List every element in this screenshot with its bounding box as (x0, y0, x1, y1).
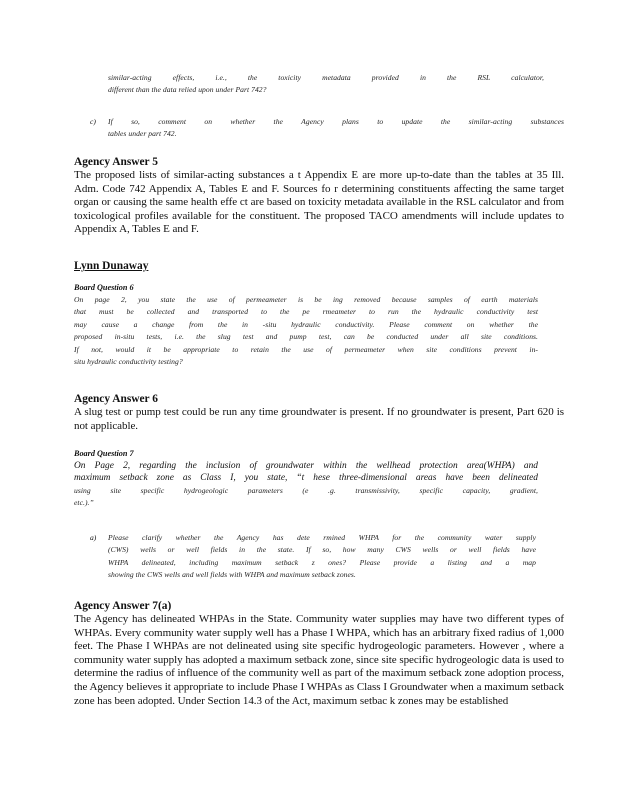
answer-text: A slug test or pump test could be run any time groundwater is present. If no groundwater is present, Part 620 is not applicable. (74, 406, 564, 432)
agency-answer-6 (74, 393, 564, 433)
text-line: may cause a change from the in -situ hydraulic conductivity. Please comment on whether the (74, 319, 538, 329)
question-label: Board Question 6 (74, 283, 134, 292)
text-line: Please clarify whether the Agency has dete rmined WHPA for the community water supply (108, 533, 536, 542)
text-line: proposed in-situ tests, i.e. the slug test and pump test, can be conducted under all site conditions. (74, 332, 538, 342)
text-line: similar-acting effects, i.e., the toxicity metadata provided in the RSL calculator, (108, 73, 544, 82)
sub-question-c (90, 116, 564, 141)
text-line: situ hydraulic conductivity testing? (74, 357, 183, 367)
question-continuation (108, 72, 544, 97)
text-line: If not, would it be appropriate to retain the use of permeameter when site conditions prevent in- (74, 344, 538, 354)
answer-heading: Agency Answer 5 (74, 156, 158, 168)
text-line: (CWS) wells or well fields in the state. If so, how many CWS wells or well fields have (108, 545, 536, 555)
answer-heading: Agency Answer 7(a) (74, 600, 172, 612)
text-line: showing the CWS wells and well fields with WHPA and maximum setback zones. (108, 570, 356, 580)
respondent-section (74, 256, 148, 274)
text-line: WHPA delineated, including maximum setback z ones? Please provide a listing and a map (108, 557, 536, 567)
text-line: maximum setback zone as Class I, you state, “t hese three-dimensional areas have been delineated (74, 473, 538, 484)
answer-text: The Agency has delineated WHPAs in the State. Community water supplies may have two different types of WHPAs. Every community water supply well has a Phase I WHPA, which has an arbitrary fixed radius of 1,000 feet. The Phase I WHPAs are not delineated using site specific hydrogeologic parameters. However , where a community water supply has adopted a maximum setback zone, since site specific hydrogeologic data is used to determine the radius of influence of the community well as part of the maximum setback zone adoption process, the Agency believes it appropriate to include Phase I WHPAs as Class I Groundwater when a maximum setback zone has been adopted. Under Section 14.3 of the Act, maximum setbac k zones may be established (74, 613, 564, 707)
respondent-name: Lynn Dunaway (74, 260, 149, 272)
sub-question-a (90, 532, 536, 582)
board-question-7 (74, 448, 538, 510)
question-label: Board Question 7 (74, 449, 134, 458)
answer-heading: Agency Answer 6 (74, 393, 158, 405)
text-line: If so, comment on whether the Agency plans to update the similar-acting substances (108, 117, 564, 126)
text-line: etc.).” (74, 498, 94, 508)
text-line: different than the data relied upon under Part 742? (108, 85, 267, 95)
text-line: On page 2, you state the use of permeameter is be ing removed because samples of earth materials (74, 295, 538, 304)
text-line: On Page 2, regarding the inclusion of groundwater within the wellhead protection area(WHPA) and (74, 461, 538, 471)
text-line: using site specific hydrogeologic parameters (e .g. transmissivity, specific capacity, gradient, (74, 485, 538, 495)
text-line: that must be collected and transported to the pe rmeameter to run the hydraulic conductivity test (74, 307, 538, 317)
list-marker: c) (90, 117, 96, 126)
text-line: tables under part 742. (108, 129, 177, 139)
board-question-6 (74, 282, 538, 368)
agency-answer-7a (74, 600, 564, 708)
answer-text: The proposed lists of similar-acting substances a t Appendix E are more up-to-date than the tables at 35 Ill. Adm. Code 742 Appendix A, Tables E and F. Sources fo r determining constituents affecting the same target organ or causing the same health effe ct are based on toxicity metadata available in the RSL calculator and from toxicological profiles available for the constituent. The proposed TACO amendments will include updates to Appendix A, Tables E and F. (74, 169, 564, 236)
agency-answer-5 (74, 156, 564, 237)
list-marker: a) (90, 533, 97, 542)
